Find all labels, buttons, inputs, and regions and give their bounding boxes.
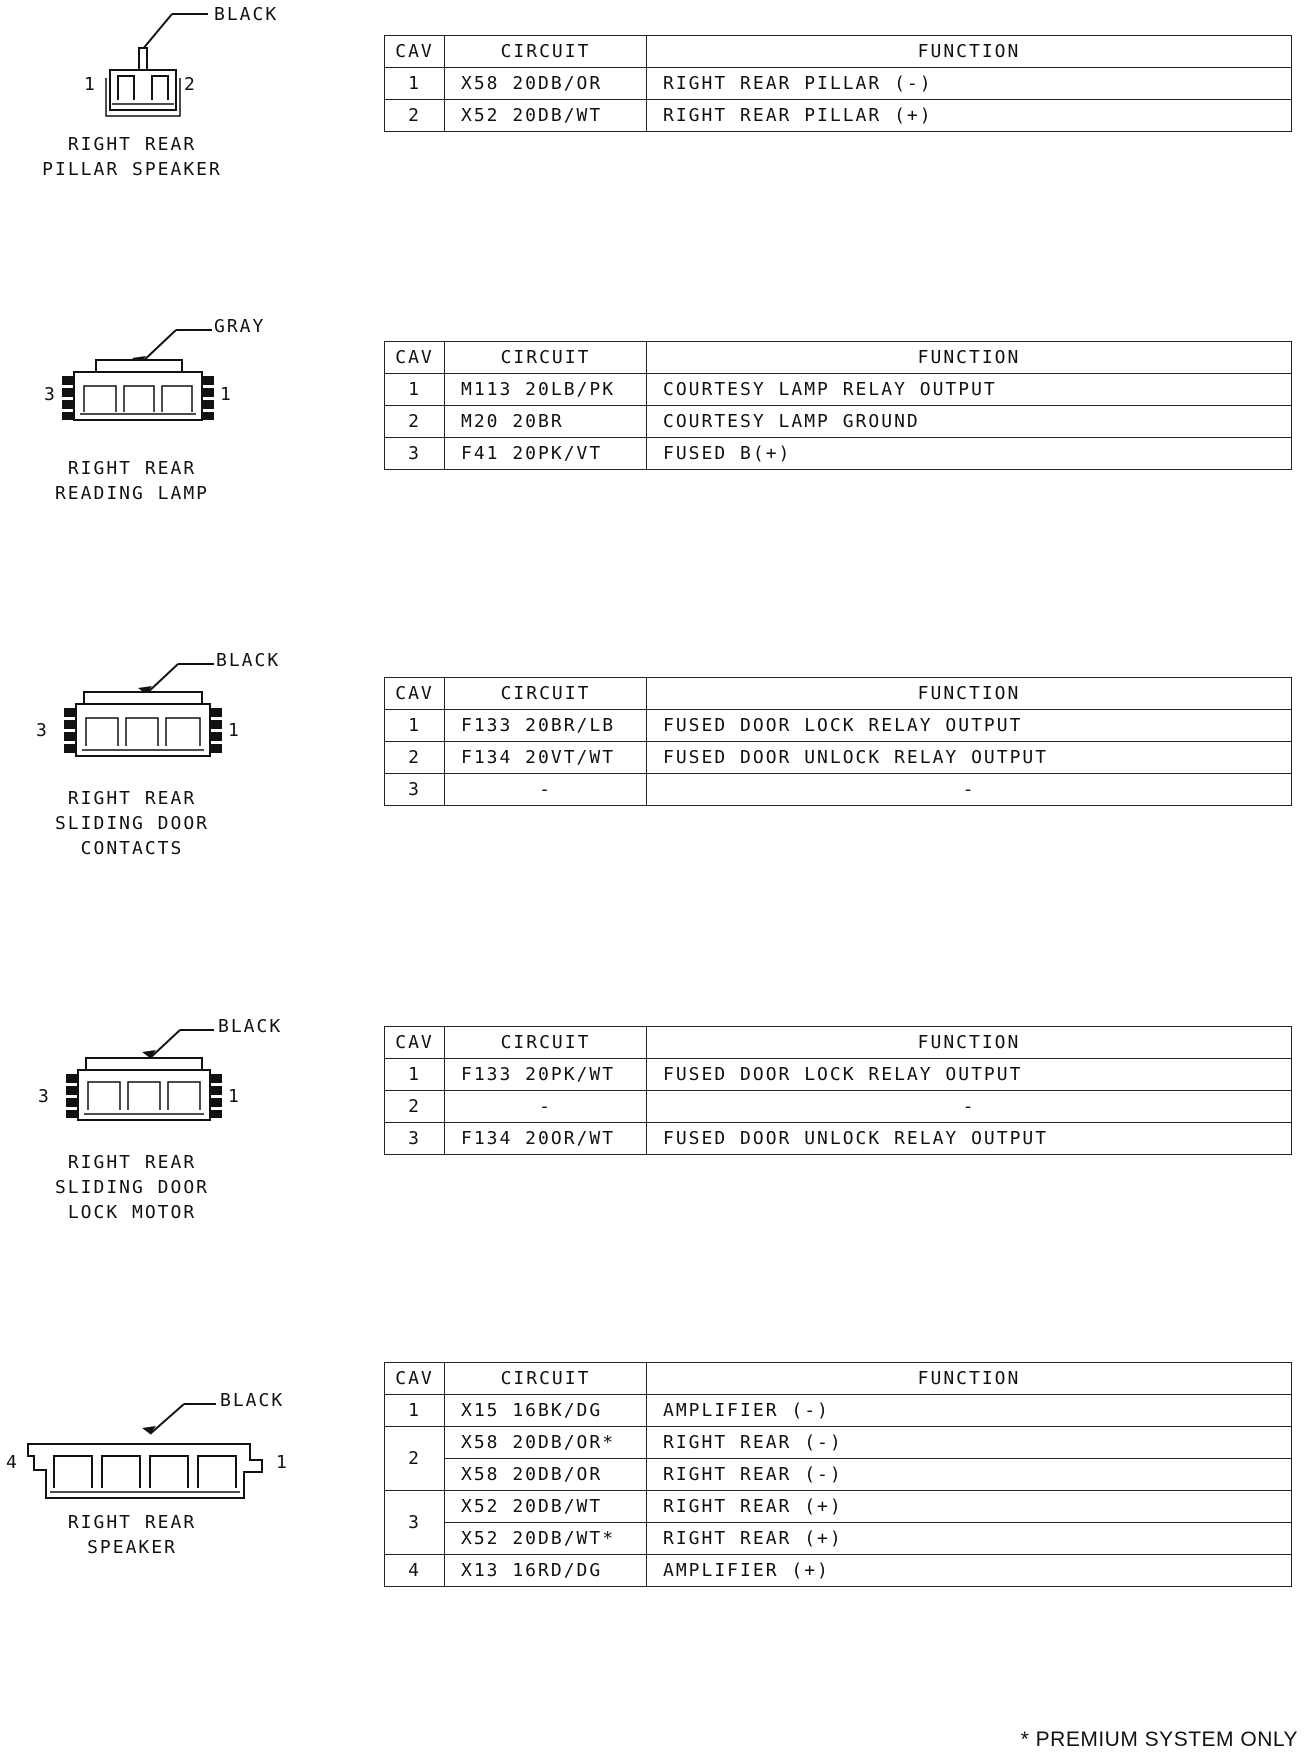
circuit-cell: F134 20OR/WT (445, 1123, 647, 1155)
function-cell: FUSED DOOR LOCK RELAY OUTPUT (647, 1059, 1292, 1091)
table-header-row (385, 342, 1292, 374)
connector-name (0, 132, 264, 182)
function-cell: COURTESY LAMP RELAY OUTPUT (647, 374, 1292, 406)
function-cell: RIGHT REAR (-) (647, 1427, 1292, 1459)
circuit-cell: F133 20BR/LB (445, 710, 647, 742)
circuit-cell: X15 16BK/DG (445, 1395, 647, 1427)
connector-name (0, 456, 264, 506)
cav-cell: 3 (385, 774, 445, 806)
circuit-cell: X58 20DB/OR* (445, 1427, 647, 1459)
table-row (385, 374, 1292, 406)
table-row (385, 438, 1292, 470)
header-function: FUNCTION (647, 678, 1292, 710)
pin-label-left: 3 (36, 720, 49, 741)
connector-color-label: BLACK (214, 4, 279, 25)
pin-label-right: 1 (220, 384, 233, 405)
cav-cell: 1 (385, 1059, 445, 1091)
connector-name-line: SLIDING DOOR (54, 813, 210, 834)
table-row (385, 774, 1292, 806)
connector-name (0, 1510, 264, 1560)
circuit-cell: X58 20DB/OR (445, 1459, 647, 1491)
connector-name (0, 786, 264, 861)
cav-cell: 2 (385, 1091, 445, 1123)
cav-cell: 1 (385, 1395, 445, 1427)
header-function: FUNCTION (647, 342, 1292, 374)
table-row (385, 1555, 1292, 1587)
header-circuit: CIRCUIT (445, 678, 647, 710)
circuit-cell: M113 20LB/PK (445, 374, 647, 406)
circuit-cell: X52 20DB/WT (445, 1491, 647, 1523)
circuit-cell: X52 20DB/WT* (445, 1523, 647, 1555)
header-function: FUNCTION (647, 1363, 1292, 1395)
connector-name-line: RIGHT REAR (67, 1512, 197, 1533)
header-cav: CAV (385, 678, 445, 710)
pin-label-right: 1 (276, 1452, 289, 1473)
table-row (385, 1091, 1292, 1123)
cav-cell: 1 (385, 374, 445, 406)
header-cav: CAV (385, 36, 445, 68)
table-row (385, 406, 1292, 438)
pin-label-left: 3 (38, 1086, 51, 1107)
header-function: FUNCTION (647, 1027, 1292, 1059)
function-cell: RIGHT REAR (+) (647, 1523, 1292, 1555)
pin-label-right: 1 (228, 1086, 241, 1107)
cav-cell: 2 (385, 100, 445, 132)
function-cell: FUSED DOOR LOCK RELAY OUTPUT (647, 710, 1292, 742)
header-circuit: CIRCUIT (445, 36, 647, 68)
circuit-cell: F41 20PK/VT (445, 438, 647, 470)
circuit-cell: X52 20DB/WT (445, 100, 647, 132)
table-row (385, 1459, 1292, 1491)
function-cell: - (647, 1091, 1292, 1123)
footnote-premium-system: * PREMIUM SYSTEM ONLY (1020, 1728, 1298, 1751)
table-row (385, 1123, 1292, 1155)
function-cell: COURTESY LAMP GROUND (647, 406, 1292, 438)
connector-color-label: BLACK (216, 650, 281, 671)
connector-name-line: RIGHT REAR (67, 1152, 197, 1173)
function-cell: FUSED DOOR UNLOCK RELAY OUTPUT (647, 1123, 1292, 1155)
connector-name-line: CONTACTS (80, 838, 184, 859)
function-cell: AMPLIFIER (+) (647, 1555, 1292, 1587)
table-row (385, 1523, 1292, 1555)
connector-name-line: LOCK MOTOR (67, 1202, 197, 1223)
function-cell: RIGHT REAR PILLAR (+) (647, 100, 1292, 132)
function-cell: AMPLIFIER (-) (647, 1395, 1292, 1427)
table-row (385, 710, 1292, 742)
connector-name-line: SPEAKER (87, 1537, 177, 1558)
header-function: FUNCTION (647, 36, 1292, 68)
connector-color-label: BLACK (220, 1390, 285, 1411)
cavity-table (384, 1362, 1292, 1587)
table-header-row (385, 678, 1292, 710)
cavity-table (384, 1026, 1292, 1155)
connector-color-label: BLACK (218, 1016, 283, 1037)
connector-name-line: READING LAMP (54, 483, 210, 504)
header-cav: CAV (385, 1363, 445, 1395)
table-row (385, 1491, 1292, 1523)
pin-label-left: 4 (6, 1452, 19, 1473)
function-cell: FUSED B(+) (647, 438, 1292, 470)
table-row (385, 100, 1292, 132)
circuit-cell: X58 20DB/OR (445, 68, 647, 100)
connector-name-line: PILLAR SPEAKER (42, 159, 222, 180)
header-circuit: CIRCUIT (445, 1027, 647, 1059)
four-pin-connector-icon (0, 1390, 300, 1590)
pin-label-right: 1 (228, 720, 241, 741)
pin-label-left: 1 (84, 74, 97, 95)
table-row (385, 68, 1292, 100)
circuit-cell: F133 20PK/WT (445, 1059, 647, 1091)
cav-cell: 3 (385, 1491, 445, 1555)
connector-name-line: RIGHT REAR (67, 458, 197, 479)
header-circuit: CIRCUIT (445, 1363, 647, 1395)
header-cav: CAV (385, 1027, 445, 1059)
circuit-cell: - (445, 1091, 647, 1123)
cavity-table (384, 35, 1292, 132)
function-cell: - (647, 774, 1292, 806)
cav-cell: 3 (385, 438, 445, 470)
table-header-row (385, 1363, 1292, 1395)
circuit-cell: X13 16RD/DG (445, 1555, 647, 1587)
cav-cell: 4 (385, 1555, 445, 1587)
connector-name-line: SLIDING DOOR (54, 1177, 210, 1198)
table-row (385, 1059, 1292, 1091)
circuit-cell: F134 20VT/WT (445, 742, 647, 774)
circuit-cell: - (445, 774, 647, 806)
connector-name-line: RIGHT REAR (67, 134, 197, 155)
cav-cell: 1 (385, 68, 445, 100)
connector-name-line: RIGHT REAR (67, 788, 197, 809)
cav-cell: 2 (385, 406, 445, 438)
connector-name (0, 1150, 264, 1225)
cavity-table (384, 341, 1292, 470)
header-cav: CAV (385, 342, 445, 374)
cav-cell: 3 (385, 1123, 445, 1155)
table-row (385, 742, 1292, 774)
table-row (385, 1427, 1292, 1459)
table-header-row (385, 1027, 1292, 1059)
pin-label-left: 3 (44, 384, 57, 405)
cav-cell: 1 (385, 710, 445, 742)
circuit-cell: M20 20BR (445, 406, 647, 438)
pin-label-right: 2 (184, 74, 197, 95)
cav-cell: 2 (385, 742, 445, 774)
function-cell: RIGHT REAR PILLAR (-) (647, 68, 1292, 100)
table-row (385, 1395, 1292, 1427)
function-cell: FUSED DOOR UNLOCK RELAY OUTPUT (647, 742, 1292, 774)
function-cell: RIGHT REAR (-) (647, 1459, 1292, 1491)
header-circuit: CIRCUIT (445, 342, 647, 374)
table-header-row (385, 36, 1292, 68)
function-cell: RIGHT REAR (+) (647, 1491, 1292, 1523)
connector-color-label: GRAY (214, 316, 266, 337)
cavity-table (384, 677, 1292, 806)
cav-cell: 2 (385, 1427, 445, 1491)
